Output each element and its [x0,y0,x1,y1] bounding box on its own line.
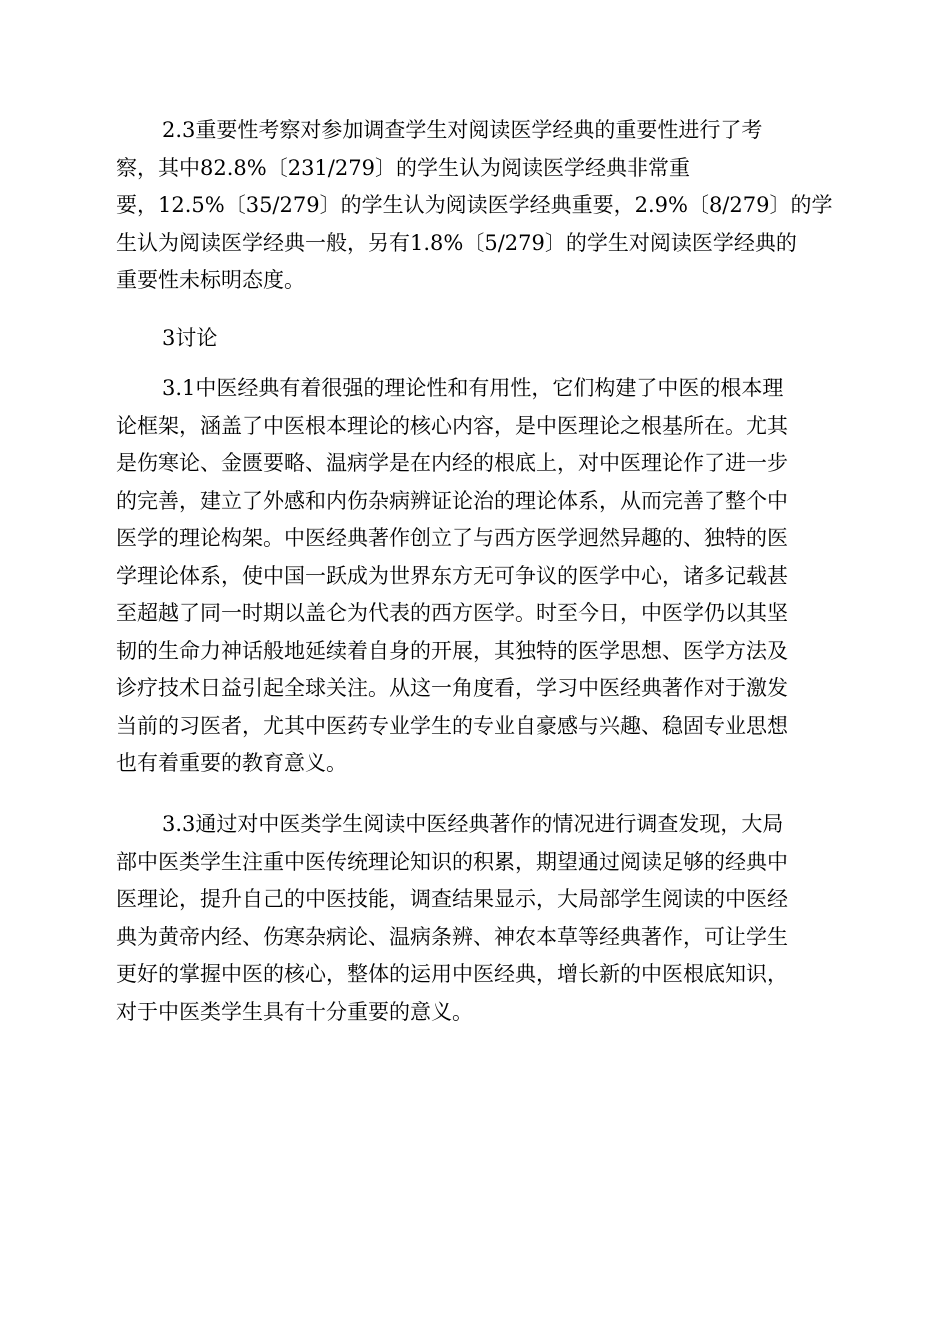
text-line: 韧的生命力神话般地延续着自身的开展，其独特的医学思想、医学方法及 [116,638,788,663]
text-line: 3.3通过对中医类学生阅读中医经典著作的情况进行调查发现，大局 [162,812,784,836]
text-line: 学理论体系，使中国一跃成为世界东方无可争议的医学中心，诸多记载甚 [116,563,788,588]
text-line: 3.1中医经典有着很强的理论性和有用性，它们构建了中医的根本理 [162,376,784,400]
text-line: 要，12.5%〔35/279〕的学生认为阅读医学经典重要，2.9%〔8/279〕的学 [116,193,833,217]
text-line: 医学的理论构架。中医经典著作创立了与西方医学迥然异趣的、独特的医 [116,526,788,550]
paragraph-3-1 [116,370,836,783]
section-heading-3-discussion [116,320,836,358]
text-line: 对于中医类学生具有十分重要的意义。 [116,999,473,1024]
text-line: 诊疗技术日益引起全球关注。从这一角度看，学习中医经典著作对于激发 [116,676,788,700]
text-line: 典为黄帝内经、伤寒杂病论、温病条辨、神农本草等经典著作，可让学生 [116,924,788,949]
paragraph-3-3 [116,806,836,1031]
text-line: 论框架，涵盖了中医根本理论的核心内容，是中医理论之根基所在。尤其 [116,413,788,438]
paragraph-2-3-importance [116,112,836,300]
text-line: 是伤寒论、金匮要略、温病学是在内经的根底上，对中医理论作了进一步 [116,451,788,475]
text-line: 重要性未标明态度。 [116,268,305,292]
text-line: 2.3重要性考察对参加调查学生对阅读医学经典的重要性进行了考 [162,118,763,142]
text-line: 生认为阅读医学经典一般，另有1.8%〔5/279〕的学生对阅读医学经典的 [116,230,797,255]
text-line: 也有着重要的教育意义。 [116,751,347,775]
section-heading-text: 3讨论 [162,326,218,350]
text-line: 察，其中82.8%〔231/279〕的学生认为阅读医学经典非常重 [116,155,690,180]
text-line: 当前的习医者，尤其中医药专业学生的专业自豪感与兴趣、稳固专业思想 [116,713,788,738]
text-line: 更好的掌握中医的核心，整体的运用中医经典，增长新的中医根底知识， [116,962,788,986]
text-line: 至超越了同一时期以盖仑为代表的西方医学。时至今日，中医学仍以其坚 [116,601,788,625]
text-line: 的完善，建立了外感和内伤杂病辨证论治的理论体系，从而完善了整个中 [116,488,788,513]
text-line: 部中医类学生注重中医传统理论知识的积累，期望通过阅读足够的经典中 [116,849,788,874]
text-line: 医理论，提升自己的中医技能，调查结果显示，大局部学生阅读的中医经 [116,887,788,911]
